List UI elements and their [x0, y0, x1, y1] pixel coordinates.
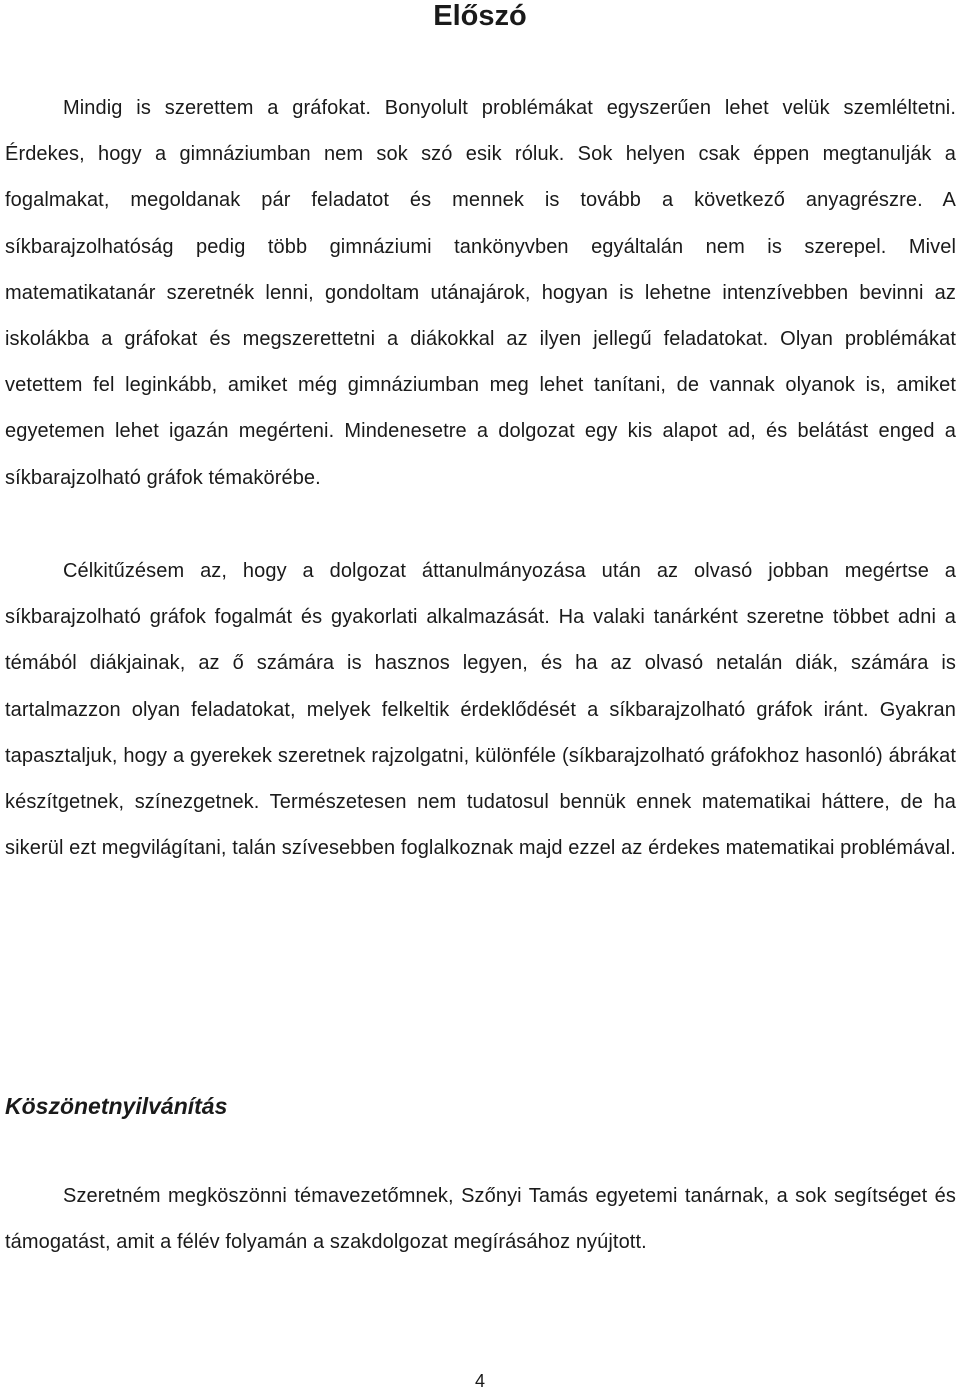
acknowledgements-heading: Köszönetnyilvánítás — [5, 1093, 228, 1119]
acknowledgements-paragraph: Szeretném megköszönni témavezetőmnek, Szőnyi Tamás egyetemi tanárnak, a sok segítséget és támogatást, amit a félév folyamán a szakdolgozat megírásához nyújtott. — [5, 1185, 956, 1254]
preface-paragraph-1: Mindig is szerettem a gráfokat. Bonyolult problémákat egyszerűen lehet velük szemléltetni. Érdekes, hogy a gimnáziumban nem sok szó esik róluk. Sok helyen csak éppen megtanulják a fogalmakat, megoldanak pár feladatot és mennek is tovább a következő anyagrészre. A síkbarajzolhatóság pedig több gimnáziumi tankönyvben egyáltalán nem is szerepel. Mivel matematikatanár szeretnék lenni, gondoltam utánajárok, hogyan is lehetne intenzívebben bevinni az iskolákba a gráfokat és megszerettetni a diákokkal az ilyen jellegű feladatokat. Olyan problémákat vetettem fel leginkább, amiket még gimnáziumban meg lehet tanítani, de vannak olyanok is, amiket egyetemen lehet igazán megérteni. Mindenesetre a dolgozat egy kis alapot ad, és belátást enged a síkbarajzolható gráfok témakörébe. — [5, 97, 956, 489]
preface-paragraph-2: Célkitűzésem az, hogy a dolgozat áttanulmányozása után az olvasó jobban megértse a síkbarajzolható gráfok fogalmát és gyakorlati alkalmazását. Ha valaki tanárként szeretne többet adni a témából diákjainak, az ő számára is hasznos legyen, és ha az olvasó netalán diák, számára is tartalmazzon olyan feladatokat, melyek felkeltik érdeklődését a síkbarajzolható gráfok iránt. Gyakran tapasztaljuk, hogy a gyerekek szeretnek rajzolgatni, különféle (síkbarajzolható gráfokhoz hasonló) ábrákat készítgetnek, színezgetnek. Természetesen nem tudatosul bennük ennek matematikai háttere, de ha sikerül ezt megvilágítani, talán szívesebben foglalkoznak majd ezzel az érdekes matematikai problémával. — [5, 560, 956, 860]
preface-title: Előszó — [433, 0, 527, 32]
page-number: 4 — [474, 1371, 485, 1391]
